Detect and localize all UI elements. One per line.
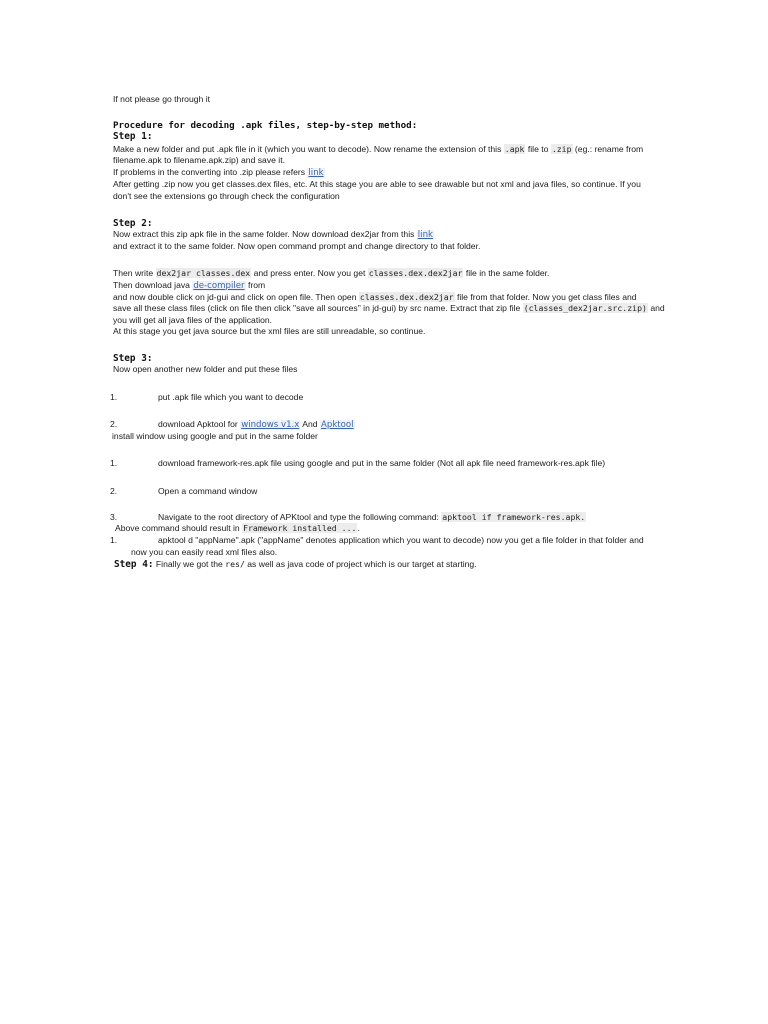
step-2-line-3: Then write dex2jar classes.dex and press enter. Now you get classes.dex.dex2jar file in the same folder.	[113, 268, 550, 278]
zip-extension-code: .zip	[551, 144, 572, 154]
list-item-number: 1.	[110, 535, 118, 545]
list-item-number: 3.	[110, 512, 118, 522]
src-zip-code: (classes_dex2jar.src.zip)	[523, 303, 647, 313]
dex2jar-file-code: classes.dex.dex2jar	[359, 292, 454, 302]
list-item-command-window: Open a command window	[158, 486, 258, 496]
step-2-line-5: and now double click on jd-gui and click on open file. Then open classes.dex.dex2jar file from that folder. Now you get class files and	[113, 292, 637, 302]
step-2-line-8: At this stage you get java source but the xml files are still unreadable, so continue.	[113, 326, 426, 336]
apk-extension-code: .apk	[504, 144, 525, 154]
step-4-line: Step 4: Finally we got the res/ as well as java code of project which is our target at starting.	[114, 559, 477, 570]
command-result-text: Above command should result in Framework installed ....	[115, 523, 360, 533]
step-2-label: Step 2:	[113, 218, 153, 229]
step-2-line-2: and extract it to the same folder. Now open command prompt and change directory to that folder.	[113, 241, 481, 251]
list-item-apktool: download Apktool for windows v1.x And Apktool	[158, 419, 354, 430]
step-2-line-6: save all these class files (click on file then click "save all sources" in jd-gui) by src name. Extract that zip file (classes_dex2jar.src.zip) and	[113, 303, 665, 313]
list-item-apk: put .apk file which you want to decode	[158, 392, 304, 402]
list-item-navigate: Navigate to the root directory of APKtool and type the following command: apktool if framework-res.apk.	[158, 512, 586, 522]
framework-installed-code: Framework installed ...	[243, 523, 357, 533]
zip-help-link[interactable]: link	[308, 168, 324, 178]
step-1-line-4: After getting .zip now you get classes.dex files, etc. At this stage you are able to see drawable but not xml and java files, so continue. If you	[113, 179, 641, 189]
windows-apktool-link[interactable]: windows v1.x	[241, 420, 300, 430]
step-2-line-1: Now extract this zip apk file in the same folder. Now download dex2jar from this link	[113, 229, 433, 240]
step-1-label: Step 1:	[113, 131, 153, 142]
list-item-number: 1.	[110, 392, 118, 402]
step-2-line-4: Then download java de-compiler from	[113, 280, 266, 291]
apktool-link[interactable]: Apktool	[320, 420, 354, 430]
list-item-number: 2.	[110, 486, 118, 496]
step-3-line-1: Now open another new folder and put these files	[113, 364, 298, 374]
step-4-label: Step 4:	[114, 559, 154, 570]
step-2-line-7: you will get all java files of the application.	[113, 315, 273, 325]
step-1-line-5: don't see the extensions go through check the configuration	[113, 191, 340, 201]
step-1-line-2: filename.apk to filename.apk.zip) and save it.	[113, 155, 285, 165]
dex2jar-link[interactable]: link	[417, 230, 433, 240]
list-item-number: 1.	[110, 458, 118, 468]
intro-text: If not please go through it	[113, 94, 210, 104]
dex2jar-output-code: classes.dex.dex2jar	[368, 268, 463, 278]
list-item-apktool-decode-cont: now you can easily read xml files also.	[131, 547, 278, 557]
apktool-if-command-code: apktool if framework-res.apk.	[442, 512, 586, 522]
res-folder-code: res/	[225, 559, 245, 569]
step-3-label: Step 3:	[113, 353, 153, 364]
list-item-framework: download framework-res.apk file using google and put in the same folder (Not all apk file need framework-res.apk file)	[158, 458, 606, 468]
dex2jar-command-code: dex2jar classes.dex	[156, 268, 251, 278]
step-1-line-3: If problems in the converting into .zip please refers link	[113, 167, 324, 178]
step-1-line-1: Make a new folder and put .apk file in it (which you want to decode). Now rename the extension of this .apk file to .zip (eg.: rename from	[113, 144, 644, 154]
procedure-heading: Procedure for decoding .apk files, step-by-step method:	[113, 120, 418, 131]
install-window-text: install window using google and put in the same folder	[112, 431, 318, 441]
decompiler-link[interactable]: de-compiler	[193, 281, 245, 291]
list-item-apktool-decode: apktool d "appName".apk ("appName" denotes application which you want to decode) now you get a file folder in that folder and	[158, 535, 644, 545]
list-item-number: 2.	[110, 419, 118, 429]
